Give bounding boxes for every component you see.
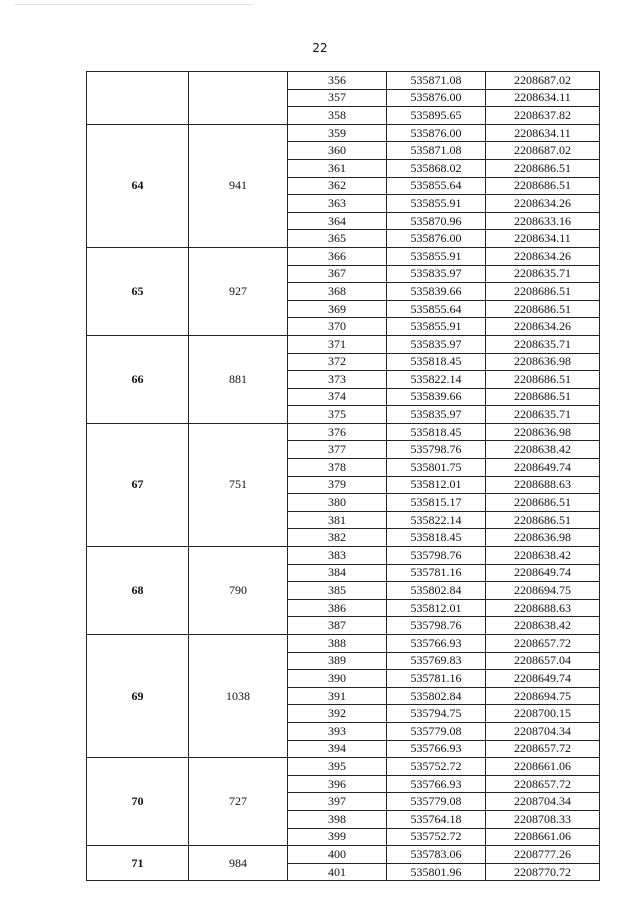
point-number-cell: 363 [288, 195, 387, 213]
y-coordinate-cell: 2208634.11 [486, 89, 600, 107]
x-coordinate-cell: 535855.91 [387, 247, 486, 265]
plot-number-cell: 69 [87, 635, 189, 758]
x-coordinate-cell: 535783.06 [387, 846, 486, 864]
point-number-cell: 358 [288, 107, 387, 125]
plot-area-cell: 751 [189, 423, 288, 546]
point-number-cell: 400 [288, 846, 387, 864]
x-coordinate-cell: 535769.83 [387, 652, 486, 670]
point-number-cell: 365 [288, 230, 387, 248]
point-number-cell: 375 [288, 406, 387, 424]
x-coordinate-cell: 535822.14 [387, 371, 486, 389]
x-coordinate-cell: 535801.75 [387, 459, 486, 477]
plot-area-cell: 790 [189, 547, 288, 635]
plot-area-cell: 881 [189, 335, 288, 423]
y-coordinate-cell: 2208686.51 [486, 300, 600, 318]
y-coordinate-cell: 2208704.34 [486, 793, 600, 811]
x-coordinate-cell: 535801.96 [387, 863, 486, 881]
y-coordinate-cell: 2208686.51 [486, 371, 600, 389]
x-coordinate-cell: 535855.91 [387, 195, 486, 213]
y-coordinate-cell: 2208638.42 [486, 547, 600, 565]
plot-number-cell: 70 [87, 758, 189, 846]
plot-area-cell [189, 72, 288, 125]
x-coordinate-cell: 535839.66 [387, 388, 486, 406]
y-coordinate-cell: 2208694.75 [486, 582, 600, 600]
plot-number-cell: 65 [87, 247, 189, 335]
x-coordinate-cell: 535781.16 [387, 670, 486, 688]
y-coordinate-cell: 2208661.06 [486, 828, 600, 846]
y-coordinate-cell: 2208657.04 [486, 652, 600, 670]
coordinates-table-body [87, 72, 600, 881]
plot-area-cell: 984 [189, 846, 288, 881]
point-number-cell: 368 [288, 283, 387, 301]
y-coordinate-cell: 2208635.71 [486, 335, 600, 353]
y-coordinate-cell: 2208634.26 [486, 195, 600, 213]
x-coordinate-cell: 535812.01 [387, 476, 486, 494]
y-coordinate-cell: 2208634.26 [486, 247, 600, 265]
point-number-cell: 369 [288, 300, 387, 318]
point-number-cell: 356 [288, 72, 387, 90]
point-number-cell: 399 [288, 828, 387, 846]
plot-area-cell: 927 [189, 247, 288, 335]
x-coordinate-cell: 535870.96 [387, 212, 486, 230]
y-coordinate-cell: 2208637.82 [486, 107, 600, 125]
point-number-cell: 364 [288, 212, 387, 230]
x-coordinate-cell: 535835.97 [387, 406, 486, 424]
x-coordinate-cell: 535839.66 [387, 283, 486, 301]
coordinates-table [86, 71, 600, 881]
point-number-cell: 362 [288, 177, 387, 195]
point-number-cell: 373 [288, 371, 387, 389]
y-coordinate-cell: 2208636.98 [486, 423, 600, 441]
y-coordinate-cell: 2208657.72 [486, 775, 600, 793]
y-coordinate-cell: 2208634.11 [486, 124, 600, 142]
point-number-cell: 361 [288, 159, 387, 177]
x-coordinate-cell: 535766.93 [387, 635, 486, 653]
top-rule [14, 4, 252, 5]
x-coordinate-cell: 535752.72 [387, 828, 486, 846]
plot-number-cell: 71 [87, 846, 189, 881]
x-coordinate-cell: 535812.01 [387, 599, 486, 617]
y-coordinate-cell: 2208686.51 [486, 159, 600, 177]
point-number-cell: 360 [288, 142, 387, 160]
plot-number-cell: 68 [87, 547, 189, 635]
point-number-cell: 371 [288, 335, 387, 353]
point-number-cell: 398 [288, 810, 387, 828]
table-row [87, 247, 600, 265]
x-coordinate-cell: 535779.08 [387, 722, 486, 740]
point-number-cell: 393 [288, 722, 387, 740]
y-coordinate-cell: 2208636.98 [486, 529, 600, 547]
x-coordinate-cell: 535779.08 [387, 793, 486, 811]
y-coordinate-cell: 2208635.71 [486, 265, 600, 283]
x-coordinate-cell: 535835.97 [387, 335, 486, 353]
y-coordinate-cell: 2208700.15 [486, 705, 600, 723]
y-coordinate-cell: 2208686.51 [486, 177, 600, 195]
plot-number-cell [87, 72, 189, 125]
point-number-cell: 389 [288, 652, 387, 670]
x-coordinate-cell: 535895.65 [387, 107, 486, 125]
x-coordinate-cell: 535818.45 [387, 529, 486, 547]
point-number-cell: 374 [288, 388, 387, 406]
x-coordinate-cell: 535876.00 [387, 124, 486, 142]
x-coordinate-cell: 535802.84 [387, 582, 486, 600]
plot-area-cell: 941 [189, 124, 288, 247]
table-row [87, 846, 600, 864]
point-number-cell: 397 [288, 793, 387, 811]
table-row [87, 635, 600, 653]
y-coordinate-cell: 2208657.72 [486, 740, 600, 758]
point-number-cell: 357 [288, 89, 387, 107]
x-coordinate-cell: 535855.64 [387, 177, 486, 195]
x-coordinate-cell: 535835.97 [387, 265, 486, 283]
plot-number-cell: 64 [87, 124, 189, 247]
x-coordinate-cell: 535855.64 [387, 300, 486, 318]
y-coordinate-cell: 2208708.33 [486, 810, 600, 828]
y-coordinate-cell: 2208770.72 [486, 863, 600, 881]
y-coordinate-cell: 2208686.51 [486, 388, 600, 406]
plot-area-cell: 1038 [189, 635, 288, 758]
y-coordinate-cell: 2208694.75 [486, 687, 600, 705]
point-number-cell: 366 [288, 247, 387, 265]
point-number-cell: 384 [288, 564, 387, 582]
point-number-cell: 381 [288, 511, 387, 529]
table-row [87, 335, 600, 353]
point-number-cell: 370 [288, 318, 387, 336]
y-coordinate-cell: 2208686.51 [486, 494, 600, 512]
point-number-cell: 391 [288, 687, 387, 705]
x-coordinate-cell: 535818.45 [387, 353, 486, 371]
point-number-cell: 359 [288, 124, 387, 142]
y-coordinate-cell: 2208686.51 [486, 283, 600, 301]
point-number-cell: 379 [288, 476, 387, 494]
x-coordinate-cell: 535855.91 [387, 318, 486, 336]
point-number-cell: 386 [288, 599, 387, 617]
y-coordinate-cell: 2208687.02 [486, 72, 600, 90]
y-coordinate-cell: 2208634.26 [486, 318, 600, 336]
x-coordinate-cell: 535815.17 [387, 494, 486, 512]
point-number-cell: 372 [288, 353, 387, 371]
y-coordinate-cell: 2208636.98 [486, 353, 600, 371]
point-number-cell: 387 [288, 617, 387, 635]
y-coordinate-cell: 2208649.74 [486, 459, 600, 477]
x-coordinate-cell: 535766.93 [387, 775, 486, 793]
plot-number-cell: 66 [87, 335, 189, 423]
x-coordinate-cell: 535781.16 [387, 564, 486, 582]
x-coordinate-cell: 535871.08 [387, 72, 486, 90]
y-coordinate-cell: 2208649.74 [486, 670, 600, 688]
x-coordinate-cell: 535818.45 [387, 423, 486, 441]
x-coordinate-cell: 535798.76 [387, 547, 486, 565]
y-coordinate-cell: 2208704.34 [486, 722, 600, 740]
table-row [87, 72, 600, 90]
x-coordinate-cell: 535766.93 [387, 740, 486, 758]
y-coordinate-cell: 2208633.16 [486, 212, 600, 230]
x-coordinate-cell: 535876.00 [387, 230, 486, 248]
table-row [87, 547, 600, 565]
x-coordinate-cell: 535876.00 [387, 89, 486, 107]
point-number-cell: 392 [288, 705, 387, 723]
point-number-cell: 390 [288, 670, 387, 688]
y-coordinate-cell: 2208635.71 [486, 406, 600, 424]
y-coordinate-cell: 2208638.42 [486, 617, 600, 635]
y-coordinate-cell: 2208638.42 [486, 441, 600, 459]
point-number-cell: 396 [288, 775, 387, 793]
point-number-cell: 377 [288, 441, 387, 459]
x-coordinate-cell: 535798.76 [387, 441, 486, 459]
table-row [87, 423, 600, 441]
y-coordinate-cell: 2208777.26 [486, 846, 600, 864]
point-number-cell: 388 [288, 635, 387, 653]
table-row [87, 758, 600, 776]
y-coordinate-cell: 2208686.51 [486, 511, 600, 529]
point-number-cell: 385 [288, 582, 387, 600]
x-coordinate-cell: 535794.75 [387, 705, 486, 723]
point-number-cell: 376 [288, 423, 387, 441]
y-coordinate-cell: 2208634.11 [486, 230, 600, 248]
point-number-cell: 382 [288, 529, 387, 547]
x-coordinate-cell: 535868.02 [387, 159, 486, 177]
point-number-cell: 367 [288, 265, 387, 283]
x-coordinate-cell: 535822.14 [387, 511, 486, 529]
x-coordinate-cell: 535802.84 [387, 687, 486, 705]
x-coordinate-cell: 535752.72 [387, 758, 486, 776]
table-row [87, 124, 600, 142]
page-number: 22 [312, 41, 328, 55]
point-number-cell: 378 [288, 459, 387, 477]
point-number-cell: 394 [288, 740, 387, 758]
y-coordinate-cell: 2208657.72 [486, 635, 600, 653]
point-number-cell: 383 [288, 547, 387, 565]
point-number-cell: 395 [288, 758, 387, 776]
y-coordinate-cell: 2208687.02 [486, 142, 600, 160]
y-coordinate-cell: 2208688.63 [486, 599, 600, 617]
y-coordinate-cell: 2208649.74 [486, 564, 600, 582]
y-coordinate-cell: 2208688.63 [486, 476, 600, 494]
x-coordinate-cell: 535798.76 [387, 617, 486, 635]
point-number-cell: 380 [288, 494, 387, 512]
y-coordinate-cell: 2208661.06 [486, 758, 600, 776]
plot-area-cell: 727 [189, 758, 288, 846]
point-number-cell: 401 [288, 863, 387, 881]
x-coordinate-cell: 535871.08 [387, 142, 486, 160]
x-coordinate-cell: 535764.18 [387, 810, 486, 828]
plot-number-cell: 67 [87, 423, 189, 546]
